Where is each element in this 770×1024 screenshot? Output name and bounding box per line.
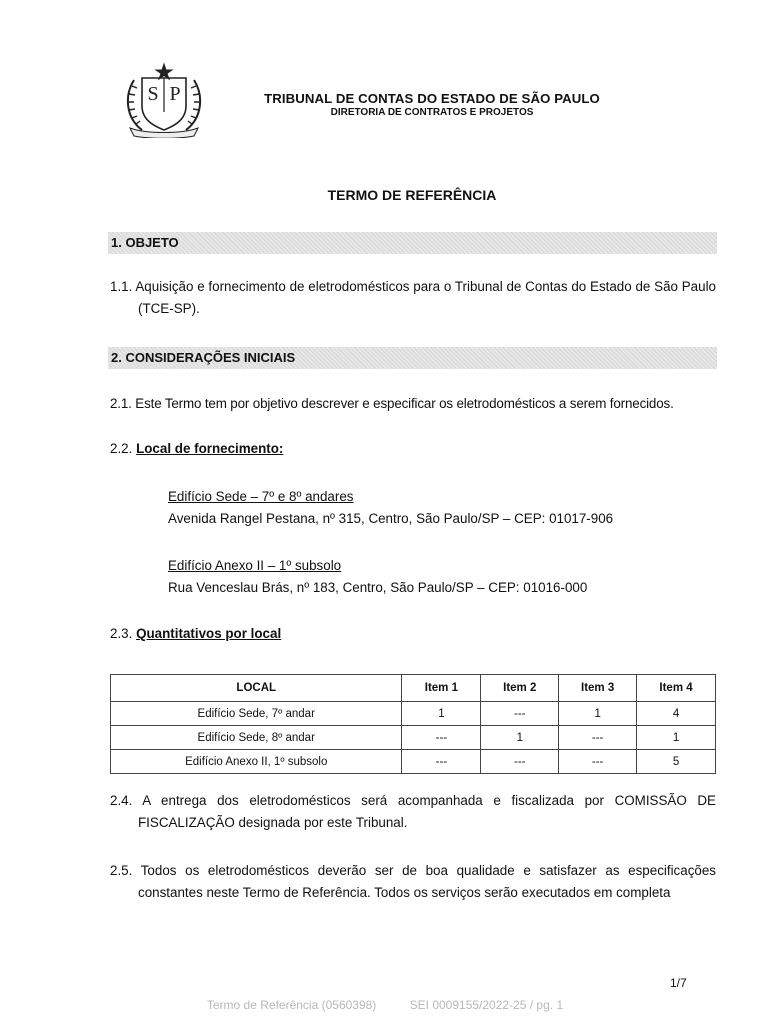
table-cell: Edifício Anexo II, 1º subsolo [111, 750, 402, 774]
table-cell: 1 [481, 726, 559, 750]
directorate-subtitle: DIRETORIA DE CONTRATOS E PROJETOS [330, 107, 534, 118]
quantities-table [110, 674, 716, 774]
svg-text:P: P [169, 83, 181, 105]
table-header-cell: Item 2 [481, 675, 559, 702]
table-row [111, 702, 716, 726]
table-cell: 1 [402, 702, 481, 726]
paragraph-2-1: 2.1. Este Termo tem por objetivo descrever e especificar os eletrodomésticos a serem fornecidos. [110, 396, 674, 411]
paragraph-1-1: 1.1. Aquisição e fornecimento de eletrodomésticos para o Tribunal de Contas do Estado de São Paulo (TCE-SP). [110, 279, 716, 316]
paragraph-2-3 [110, 623, 716, 645]
location-sede-name: Edifício Sede – 7º e 8º andares [168, 489, 354, 504]
table-cell: Edifício Sede, 8º andar [111, 726, 402, 750]
table-cell: --- [559, 750, 637, 774]
paragraph-2-3-label: Quantitativos por local [136, 626, 282, 641]
table-header-cell: Item 1 [402, 675, 481, 702]
table-cell: --- [402, 750, 481, 774]
footer-sei-reference: SEI 0009155/2022-25 / pg. 1 [409, 998, 564, 1012]
table-cell: --- [559, 726, 637, 750]
section-2-heading [108, 347, 717, 369]
paragraph-2-5: 2.5. Todos os eletrodomésticos deverão ser de boa qualidade e satisfazer as especificações constantes neste Termo de Referência. Todos os serviços serão executados em completa [110, 863, 716, 900]
location-sede [168, 486, 613, 530]
table-cell: 5 [637, 750, 716, 774]
location-anexo [168, 555, 587, 599]
paragraph-2-3-number: 2.3. [110, 626, 133, 641]
institution-title: TRIBUNAL DE CONTAS DO ESTADO DE SÃO PAULO [264, 91, 600, 106]
section-1-title: 1. OBJETO [111, 235, 179, 250]
table-cell: 4 [637, 702, 716, 726]
page-footer [0, 998, 770, 1012]
table-header-cell: Item 4 [637, 675, 716, 702]
table-header-cell: LOCAL [111, 675, 402, 702]
paragraph-2-2-label: Local de fornecimento: [136, 441, 284, 456]
page-number: 1/7 [670, 976, 687, 990]
table-cell: Edifício Sede, 7º andar [111, 702, 402, 726]
table-cell: --- [481, 750, 559, 774]
table-cell: 1 [637, 726, 716, 750]
section-2-title: 2. CONSIDERAÇÕES INICIAIS [111, 350, 296, 365]
table-header-cell: Item 3 [559, 675, 637, 702]
location-sede-address: Avenida Rangel Pestana, nº 315, Centro, São Paulo/SP – CEP: 01017-906 [168, 511, 614, 526]
paragraph-2-2-number: 2.2. [110, 441, 133, 456]
location-anexo-name: Edifício Anexo II – 1º subsolo [168, 558, 342, 573]
table-cell: --- [402, 726, 481, 750]
table-row [111, 726, 716, 750]
table-cell: 1 [559, 702, 637, 726]
table-row [111, 750, 716, 774]
svg-text:S: S [147, 83, 159, 105]
footer-document-reference: Termo de Referência (0560398) [206, 998, 377, 1012]
paragraph-2-4: 2.4. A entrega dos eletrodomésticos será acompanhada e fiscalizada por COMISSÃO DE FISCALIZAÇÃO designada por este Tribunal. [110, 793, 716, 830]
table-header-row [111, 675, 716, 702]
table-cell: --- [481, 702, 559, 726]
location-anexo-address: Rua Venceslau Brás, nº 183, Centro, São Paulo/SP – CEP: 01016-000 [168, 580, 588, 595]
document-title: TERMO DE REFERÊNCIA [327, 187, 497, 203]
section-1-heading [108, 232, 717, 254]
paragraph-2-2 [110, 438, 716, 460]
